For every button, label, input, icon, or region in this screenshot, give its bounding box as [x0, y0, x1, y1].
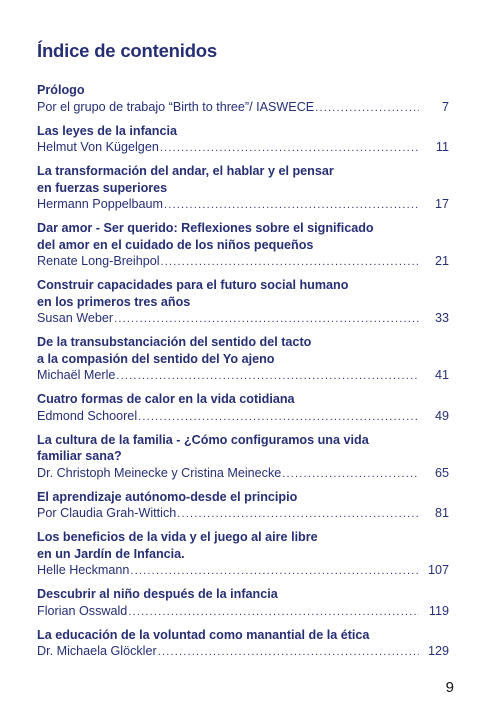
toc-entry-title: Los beneficios de la vida y el juego al aire libre [37, 530, 318, 544]
toc-entry[interactable] [37, 529, 449, 580]
toc-entry-title: en fuerzas superiores [37, 180, 168, 195]
toc-entry-author: Susan Weber [37, 311, 114, 325]
toc-entry-page: 119 [428, 603, 449, 618]
toc-entry-author: Edmond Schoorel [37, 408, 138, 423]
dot-leader [282, 466, 419, 483]
toc-entry-author: Helmut Von Kügelgen [37, 140, 159, 154]
toc-entry[interactable] [37, 489, 449, 524]
toc-entry-author: Por Claudia Grah-Wittich [37, 506, 177, 520]
toc-entry-author-line [37, 643, 449, 661]
toc-entry-title: Prólogo [37, 83, 85, 97]
toc-entry-author: Hermann Poppelbaum [37, 197, 164, 211]
toc-entry-author-line [37, 99, 449, 117]
toc-entry-author-line [37, 367, 449, 385]
toc-entry-page: 65 [434, 465, 449, 480]
toc-entry-title: en un Jardín de Infancia. [37, 546, 185, 561]
toc-entry-author: Renate Long-Breihpol [37, 254, 160, 268]
toc-entry-author: Dr. Michaela Glöckler [37, 644, 157, 658]
dot-leader [116, 368, 419, 385]
toc-entry-author-line [37, 408, 449, 426]
dot-leader [177, 506, 419, 523]
dot-leader [138, 409, 419, 426]
toc-entry-title: Construir capacidades para el futuro social humano [37, 278, 349, 292]
toc-entry[interactable] [37, 277, 449, 328]
toc-entry-page: 17 [434, 197, 449, 211]
toc-entry-title: a la compasión del sentido del Yo ajeno [37, 351, 275, 366]
toc-entry-author: Dr. Christoph Meinecke y Cristina Meinecke [37, 465, 282, 480]
toc-entry[interactable] [37, 123, 449, 158]
toc-entry[interactable] [37, 586, 449, 621]
toc-entry-page: 129 [427, 644, 449, 658]
toc-entry-author: Michaël Merle [37, 368, 116, 382]
toc-entry-author: Helle Heckmann [37, 563, 130, 577]
toc-entry[interactable] [37, 432, 449, 483]
table-of-contents [37, 82, 449, 667]
toc-entry-author-line [37, 505, 449, 523]
toc-entry-title: De la transubstanciación del sentido del tacto [37, 335, 312, 349]
dot-leader [130, 563, 419, 580]
toc-entry-title: en los primeros tres años [37, 294, 191, 309]
dot-leader [160, 140, 419, 157]
toc-entry-page: 41 [434, 368, 449, 382]
toc-entry-page: 21 [434, 254, 449, 268]
toc-entry-title: El aprendizaje autónomo-desde el principio [37, 489, 298, 504]
dot-leader [128, 604, 419, 621]
toc-entry[interactable] [37, 627, 449, 662]
toc-entry-page: 33 [434, 311, 449, 325]
toc-entry-title: del amor en el cuidado de los niños pequeños [37, 237, 314, 252]
toc-entry-author-line [37, 310, 449, 328]
toc-entry-page: 107 [427, 563, 449, 577]
dot-leader [114, 311, 419, 328]
toc-entry-title: Descubrir al niño después de la infancia [37, 587, 278, 601]
toc-entry-author-line [37, 253, 449, 271]
toc-entry-title: La educación de la voluntad como manantial de la ética [37, 627, 370, 642]
toc-entry-author: Florian Osswald [37, 603, 128, 618]
toc-entry-author-line [37, 562, 449, 580]
toc-entry-author-line [37, 139, 449, 157]
toc-entry-title: Las leyes de la infancia [37, 123, 178, 138]
toc-entry-page: 49 [434, 408, 449, 423]
toc-entry-title: familiar sana? [37, 449, 122, 463]
toc-entry-author-line [37, 603, 449, 621]
dot-leader [315, 100, 419, 117]
dot-leader [164, 197, 419, 214]
toc-entry-page: 7 [441, 99, 449, 114]
toc-entry-author: Por el grupo de trabajo “Birth to three”/ IASWECE [37, 99, 315, 114]
toc-entry-title: La cultura de la familia - ¿Cómo configuramos una vida [37, 432, 369, 447]
toc-entry-author-line [37, 196, 449, 214]
toc-entry[interactable] [37, 391, 449, 426]
toc-entry-title: Cuatro formas de calor en la vida cotidiana [37, 392, 295, 406]
toc-entry[interactable] [37, 220, 449, 271]
toc-entry[interactable] [37, 334, 449, 385]
page-title: Índice de contenidos [37, 40, 217, 61]
toc-entry-page: 11 [435, 140, 449, 154]
toc-entry[interactable] [37, 163, 449, 214]
toc-entry-page: 81 [434, 506, 449, 520]
dot-leader [158, 644, 419, 661]
toc-entry-title: Dar amor - Ser querido: Reflexiones sobre el significado [37, 221, 374, 235]
toc-entry[interactable] [37, 82, 449, 117]
toc-entry-title: La transformación del andar, el hablar y el pensar [37, 164, 334, 178]
page-number: 9 [445, 679, 454, 696]
toc-entry-author-line [37, 465, 449, 483]
dot-leader [161, 254, 419, 271]
